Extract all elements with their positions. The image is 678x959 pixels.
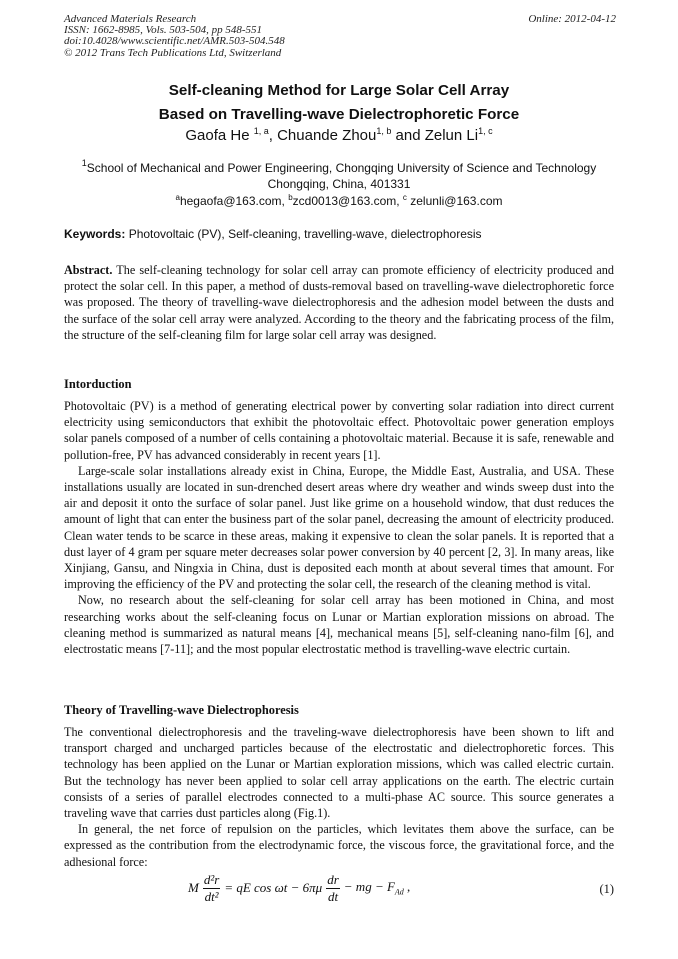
equation-numerator-2: dr (327, 871, 339, 887)
journal-doi: doi:10.4028/www.scientific.net/AMR.503-504.548 (64, 35, 285, 48)
equation-rhs-text: − mg − F (343, 879, 395, 895)
paper-title-line-2: Based on Travelling-wave Dielectrophoretic Force (158, 106, 520, 123)
equation-denominator-1: dt² (204, 888, 219, 904)
keywords-label: Keywords: (64, 227, 126, 241)
equation-subscript: Ad (394, 887, 404, 897)
author-3-affiliation: 1, c (478, 126, 493, 136)
email-c-marker: c (402, 193, 407, 202)
affiliation-line-2: Chongqing, China, 401331 (267, 177, 411, 191)
email-b-marker: b (288, 193, 293, 202)
keywords (64, 227, 624, 241)
journal-name: Advanced Materials Research (64, 13, 197, 25)
introduction-body (64, 398, 614, 657)
section-heading-theory: Theory of Travelling-wave Dielectrophoresis (64, 703, 299, 717)
email-a-marker: a (175, 193, 180, 202)
author-2: , Chuande Zhou (268, 127, 377, 144)
abstract (64, 262, 614, 343)
email-a[interactable]: hegaofa@163.com, (179, 194, 289, 208)
author-3: and Zelun Li (391, 127, 479, 144)
abstract-label: Abstract. (64, 263, 113, 277)
paper-title-line-1: Self-cleaning Method for Large Solar Cell Array (168, 82, 510, 99)
affiliation-line-1: School of Mechanical and Power Engineering, Chongqing University of Science and Technology (86, 161, 597, 175)
equation-numerator-1: d²r (203, 871, 220, 887)
journal-copyright: © 2012 Trans Tech Publications Ltd, Switzerland (64, 46, 282, 59)
equation-tail: , (403, 879, 411, 895)
journal-issn: ISSN: 1662-8985, Vols. 503-504, pp 548-551 (64, 24, 262, 37)
keywords-text: Photovoltaic (PV), Self-cleaning, travelling-wave, dielectrophoresis (125, 227, 482, 241)
email-b[interactable]: zcd0013@163.com, (292, 194, 403, 208)
author-1-affiliation: 1, a (253, 126, 269, 136)
author-1: Gaofa He (185, 127, 254, 144)
theory-body (64, 724, 614, 870)
affiliation (60, 155, 618, 192)
affiliation-number: 1 (81, 158, 87, 168)
theory-paragraph-1: The conventional dielectrophoresis and the traveling-wave dielectrophoresis have been shown to lift and transport charged and uncharged particles because of the electrostatic and dielectrophoretic forces. This technology has been applied on the Lunar or Martian exploration missions, which was called electric curtain. But the technology has never been applied to solar cell array applications on the earth. The electric curtain consists of a series of parallel electrodes connected to a multi-phase AC source. This source generates a traveling wave that carries dust particles along (Fig.1). (64, 725, 614, 821)
equation-fraction-acceleration (203, 872, 220, 905)
author-emails (0, 193, 678, 208)
intro-paragraph-3: Now, no research about the self-cleaning for solar cell array has been motioned in China, and most researching works about the self-cleaning focus on Lunar or Martian exploration missions on abroad. The cleaning method is summarized as natural means [4], mechanical means [5], self-cleaning nano-film [6], and electrostatic means [7-11]; and the most popular electrostatic method is travelling-wave electric curtain. (64, 593, 614, 657)
abstract-text: The self-cleaning technology for solar cell array can promote efficiency of electricity produced and protect the solar cell. In this paper, a method of dusts-removal based on travelling-wave dielectrophoretic force was proposed. The theory of travelling-wave dielectrophoresis and the adhesion model between the dusts and the surface of the solar cell array were analyzed. According to the theory and the fabricating process of the film, the structure of the self-cleaning film for large solar cell array was designed. (64, 263, 614, 342)
author-2-affiliation: 1, b (376, 126, 392, 136)
journal-header (64, 14, 616, 59)
equation-denominator-2: dt (327, 888, 339, 904)
section-heading-introduction: Intorduction (64, 377, 132, 391)
equation-number: (1) (599, 882, 614, 896)
equation-1 (186, 868, 412, 908)
email-c[interactable]: zelunli@163.com (406, 194, 503, 208)
theory-paragraph-2: In general, the net force of repulsion on the particles, which levitates them above the surface, can be expressed as the contribution from the electrodynamic force, the viscous force, the gravitational force, and the adhesional force: (64, 822, 614, 869)
intro-paragraph-1: Photovoltaic (PV) is a method of generating electrical power by converting solar radiation into direct current electricity using semiconductors that exhibit the photovoltaic effect. Photovoltaic power generation employs solar panels composed of a number of cells containing a photovoltaic material. Because it is safe, renewable and pollution-free, PV has advanced considerably in recent years [1]. (64, 399, 614, 462)
equation-middle: = qE cos ωt − 6πμ (224, 880, 323, 895)
intro-paragraph-2: Large-scale solar installations already exist in China, Europe, the Middle East, Australia, and USA. These installations usually are located in sun-drenched desert areas where dry weather and winds sweep dust into the air and deposit it onto the surface of solar panel. Just like grime on a household window, that dust reduces the amount of light that can enter the business part of the solar panel, decreasing the amount of electricity produced. Clean water tends to be scarce in these areas, making it expensive to clean the solar panels. It is reported that a dust layer of 4 gram per square meter decreases solar power conversion by 40 percent [2, 3]. In many areas, like Xinjiang, Gansu, and Ningxia in China, dust is deposited each month at about several times that amount. For improving the efficiency of the PV and protecting the solar cell, the research of the cleaning method is vital. (64, 463, 614, 592)
author-line (0, 126, 678, 144)
equation-fraction-velocity (326, 872, 340, 905)
online-date: Online: 2012-04-12 (528, 13, 616, 25)
equation-rhs (342, 879, 413, 897)
equation-mass: M (188, 880, 199, 895)
